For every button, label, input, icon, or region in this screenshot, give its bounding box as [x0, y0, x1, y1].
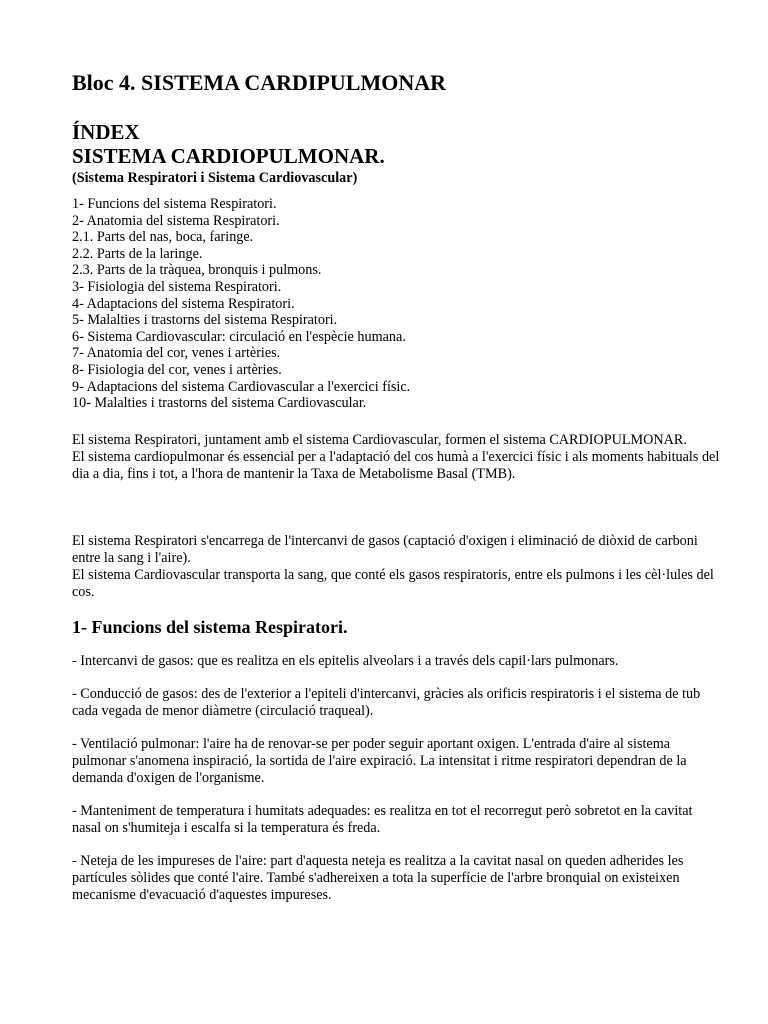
toc-item: 3- Fisiologia del sistema Respiratori.	[72, 278, 282, 295]
function-item: - Ventilació pulmonar: l'aire ha de renovar-se per poder seguir aportant oxigen. L'entrada d'aire al sistema pulmonar s'anomena inspiració, la sortida de l'aire expiració. La intensitat i ritme respiratori dependran de la demanda d'oxigen de l'organisme.	[72, 736, 687, 786]
function-item: - Intercanvi de gasos: que es realitza en els epitelis alveolars i a través dels capil·lars pulmonars.	[72, 653, 619, 669]
toc-item: 2.3. Parts de la tràquea, bronquis i pulmons.	[72, 262, 322, 279]
toc-item: 2.1. Parts del nas, boca, faringe.	[72, 229, 254, 246]
intro-paragraph: El sistema Respiratori s'encarrega de l'intercanvi de gasos (captació d'oxigen i eliminació de diòxid de carboni entre la sang i l'aire).	[72, 533, 698, 566]
section-title: 1- Funcions del sistema Respiratori.	[72, 617, 348, 637]
function-item: - Neteja de les impureses de l'aire: part d'aquesta neteja es realitza a la cavitat nasal on queden adherides les partícules sòlides que conté l'aire. També s'adhereixen a tota la superfície de l'arbre bronquial on existeixen mecanisme d'evacuació d'aquestes impureses.	[72, 853, 684, 903]
toc-item: 5- Malalties i trastorns del sistema Respiratori.	[72, 312, 338, 329]
function-item: - Conducció de gasos: des de l'exterior a l'epiteli d'intercanvi, gràcies als orificis respiratoris i el sistema de tub cada vegada de menor diàmetre (circulació traqueal).	[72, 686, 701, 719]
intro-paragraph: El sistema cardiopulmonar és essencial per a l'adaptació del cos humà a l'exercici físic i als moments habituals del dia a dia, fins i tot, a l'hora de mantenir la Taxa de Metabolisme Basal (TMB).	[72, 449, 720, 482]
toc-item: 4- Adaptacions del sistema Respiratori.	[72, 295, 295, 312]
index-block	[72, 120, 385, 187]
intro-section-2	[72, 533, 724, 601]
toc-item: 7- Anatomia del cor, venes i artèries.	[72, 345, 281, 362]
index-heading: ÍNDEX	[72, 120, 140, 144]
functions-list	[72, 653, 724, 920]
index-subtitle: (Sistema Respiratori i Sistema Cardiovascular)	[72, 170, 358, 186]
document-title: Bloc 4. SISTEMA CARDIPULMONAR	[72, 70, 447, 95]
toc-item: 6- Sistema Cardiovascular: circulació en l'espècie humana.	[72, 328, 406, 345]
toc-item: 2.2. Parts de la laringe.	[72, 245, 203, 262]
table-of-contents	[72, 196, 410, 412]
intro-section	[72, 432, 724, 483]
intro-paragraph: El sistema Cardiovascular transporta la sang, que conté els gasos respiratoris, entre els pulmons i les cèl·lules del cos.	[72, 567, 714, 600]
function-item: - Manteniment de temperatura i humitats adequades: es realitza en tot el recorregut però sobretot en la cavitat nasal on s'humiteja i escalfa si la temperatura és freda.	[72, 803, 693, 836]
toc-item: 10- Malalties i trastorns del sistema Cardiovascular.	[72, 395, 367, 412]
toc-item: 8- Fisiologia del cor, venes i artèries.	[72, 361, 282, 378]
toc-item: 1- Funcions del sistema Respiratori.	[72, 196, 277, 212]
index-subheading: SISTEMA CARDIOPULMONAR.	[72, 144, 385, 168]
toc-item: 9- Adaptacions del sistema Cardiovascular a l'exercici físic.	[72, 378, 411, 395]
toc-item: 2- Anatomia del sistema Respiratori.	[72, 212, 280, 229]
intro-paragraph: El sistema Respiratori, juntament amb el sistema Cardiovascular, formen el sistema CARDIOPULMONAR.	[72, 432, 687, 448]
